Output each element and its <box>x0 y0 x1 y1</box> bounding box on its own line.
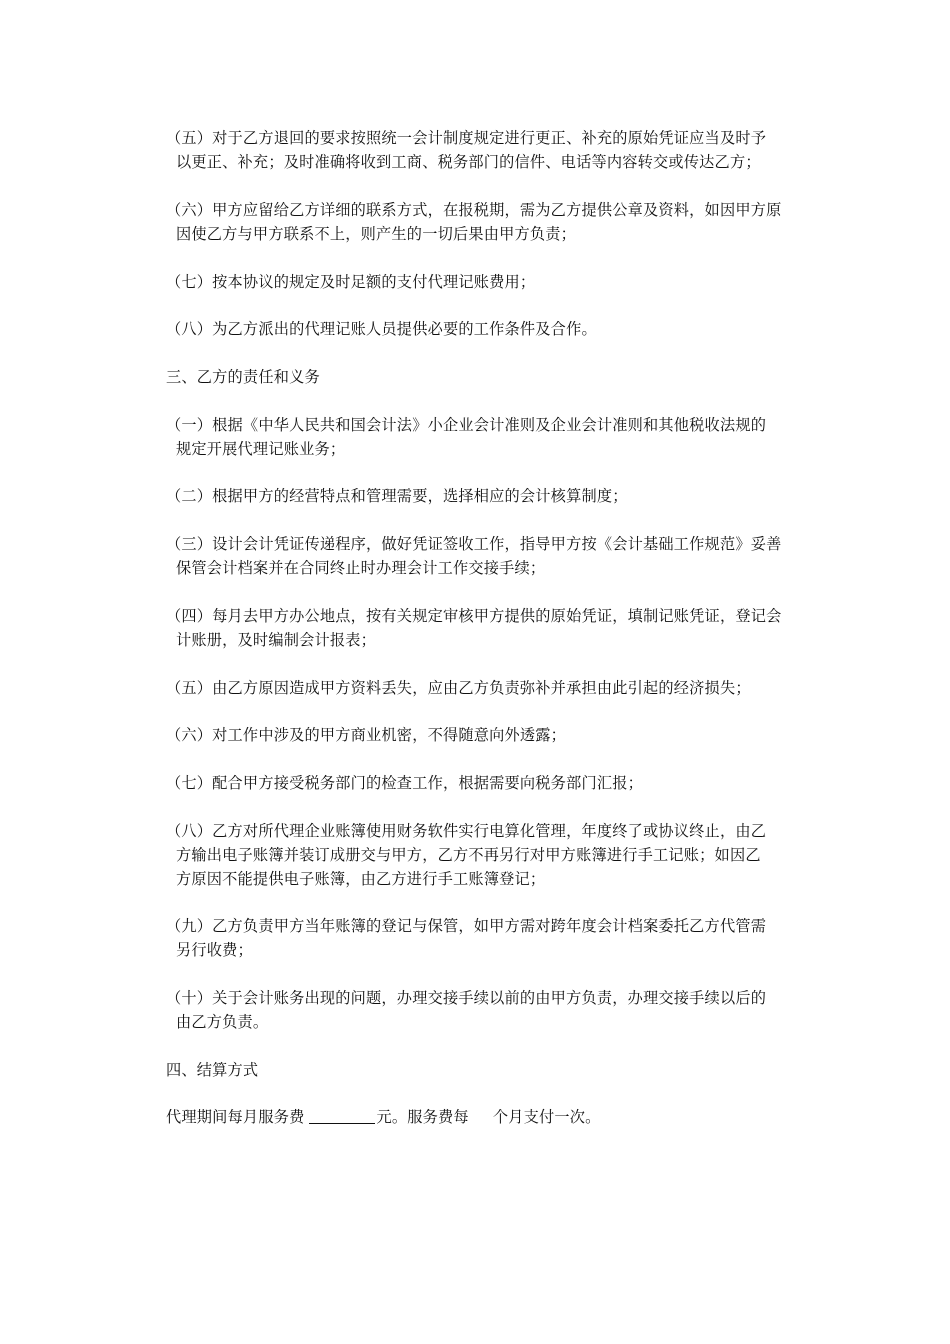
paragraph-line: 另行收费； <box>176 941 253 959</box>
paragraph-line: 因使乙方与甲方联系不上，则产生的一切后果由甲方负责； <box>176 225 577 243</box>
settlement-unit: 元。服务费每 <box>376 1108 469 1126</box>
paragraph-line: （二）根据甲方的经营特点和管理需要，选择相应的会计核算制度； <box>166 487 628 505</box>
paragraph-line: （六）甲方应留给乙方详细的联系方式，在报税期，需为乙方提供公章及资料，如因甲方原 <box>166 201 782 219</box>
paragraph-line: 以更正、补充；及时准确将收到工商、税务部门的信件、电话等内容转交或传达乙方； <box>176 153 761 171</box>
paragraph-line: （六）对工作中涉及的甲方商业机密，不得随意向外透露； <box>166 726 567 744</box>
paragraph-line: （七）配合甲方接受税务部门的检查工作，根据需要向税务部门汇报； <box>166 774 644 792</box>
paragraph-line: 方输出电子账簿并装订成册交与甲方，乙方不再另行对甲方账簿进行手工记账；如因乙 <box>176 846 761 864</box>
paragraph-line: （四）每月去甲方办公地点，按有关规定审核甲方提供的原始凭证，填制记账凭证，登记会 <box>166 607 782 625</box>
settlement-line <box>166 1105 816 1129</box>
paragraph-line: 计账册，及时编制会计报表； <box>176 631 377 649</box>
fee-amount-blank[interactable] <box>309 1108 375 1124</box>
paragraph-line: （八）为乙方派出的代理记账人员提供必要的工作条件及合作。 <box>166 320 597 338</box>
section-heading: 三、乙方的责任和义务 <box>166 368 320 386</box>
paragraph-line: 方原因不能提供电子账簿，由乙方进行手工账簿登记； <box>176 870 546 888</box>
section-heading: 四、结算方式 <box>166 1061 259 1079</box>
paragraph-line: （五）由乙方原因造成甲方资料丢失，应由乙方负责弥补并承担由此引起的经济损失； <box>166 679 751 697</box>
paragraph-line: （七）按本协议的规定及时足额的支付代理记账费用； <box>166 273 536 291</box>
paragraph-line: （十）关于会计账务出现的问题，办理交接手续以前的由甲方负责，办理交接手续以后的 <box>166 989 767 1007</box>
settlement-suffix: 个月支付一次。 <box>492 1108 601 1126</box>
paragraph-line: （三）设计会计凭证传递程序，做好凭证签收工作，指导甲方按《会计基础工作规范》妥善 <box>166 535 782 553</box>
paragraph-line: 由乙方负责。 <box>176 1013 269 1031</box>
paragraph-line: （五）对于乙方退回的要求按照统一会计制度规定进行更正、补充的原始凭证应当及时予 <box>166 129 767 147</box>
paragraph-line: 保管会计档案并在合同终止时办理会计工作交接手续； <box>176 559 546 577</box>
paragraph-line: （九）乙方负责甲方当年账簿的登记与保管，如甲方需对跨年度会计档案委托乙方代管需 <box>166 917 767 935</box>
paragraph-line: （八）乙方对所代理企业账簿使用财务软件实行电算化管理，年度终了或协议终止，由乙 <box>166 822 767 840</box>
paragraph-line: 规定开展代理记账业务； <box>176 440 346 458</box>
paragraph-line: （一）根据《中华人民共和国会计法》小企业会计准则及企业会计准则和其他税收法规的 <box>166 416 767 434</box>
settlement-prefix: 代理期间每月服务费 <box>166 1108 305 1126</box>
